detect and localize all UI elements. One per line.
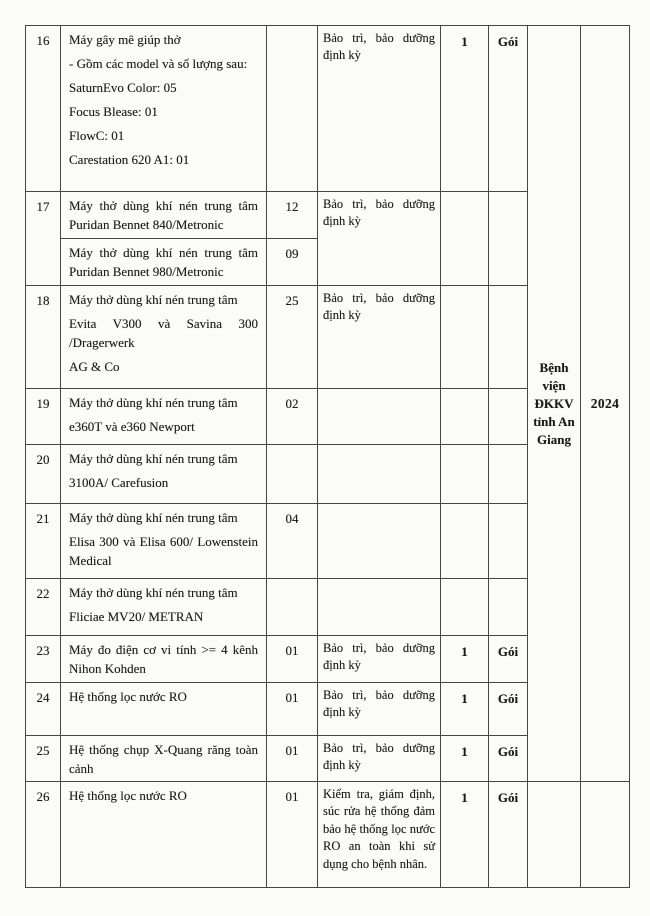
equipment-line: Carestation 620 A1: 01 <box>69 152 190 167</box>
cell-stt: 23 <box>26 636 61 683</box>
cell-service: Bảo trì, bảo dưỡng định kỳ <box>318 683 441 736</box>
cell-quantity: 12 <box>267 192 318 239</box>
cell-package-count <box>441 192 489 286</box>
cell-unit <box>489 504 528 579</box>
cell-stt: 18 <box>26 286 61 389</box>
cell-equipment-name <box>61 192 267 239</box>
cell-equipment-name <box>61 445 267 504</box>
cell-stt: 19 <box>26 389 61 445</box>
cell-service: Bảo trì, bảo dưỡng định kỳ <box>318 192 441 286</box>
cell-quantity: 04 <box>267 504 318 579</box>
cell-equipment-name <box>61 286 267 389</box>
equipment-line: Elisa 300 và Elisa 600/ Lowenstein Medical <box>69 534 258 568</box>
cell-quantity: 01 <box>267 636 318 683</box>
cell-unit: Gói <box>489 683 528 736</box>
cell-package-count <box>441 445 489 504</box>
equipment-line: Evita V300 và Savina 300 /Dragerwerk <box>69 316 258 350</box>
equipment-line: Máy thở dùng khí nén trung tâm <box>69 585 238 600</box>
cell-equipment-name <box>61 782 267 888</box>
equipment-line: - Gồm các model và số lượng sau: <box>69 56 248 71</box>
cell-service: Bảo trì, bảo dưỡng định kỳ <box>318 26 441 192</box>
cell-service <box>318 445 441 504</box>
cell-quantity: 01 <box>267 782 318 888</box>
cell-facility <box>528 782 581 888</box>
cell-service: Bảo trì, bảo dưỡng định kỳ <box>318 286 441 389</box>
cell-equipment-name <box>61 239 267 286</box>
cell-unit: Gói <box>489 636 528 683</box>
cell-quantity: 25 <box>267 286 318 389</box>
cell-package-count <box>441 579 489 636</box>
cell-stt: 17 <box>26 192 61 286</box>
cell-unit <box>489 389 528 445</box>
cell-unit <box>489 286 528 389</box>
equipment-line: Máy thở dùng khí nén trung tâm Puridan Bennet 980/Metronic <box>69 245 258 279</box>
cell-equipment-name <box>61 504 267 579</box>
equipment-line: AG & Co <box>69 359 120 374</box>
cell-equipment-name <box>61 389 267 445</box>
equipment-line: 3100A/ Carefusion <box>69 475 169 490</box>
cell-equipment-name <box>61 26 267 192</box>
cell-package-count: 1 <box>441 736 489 782</box>
equipment-line: Máy thở dùng khí nén trung tâm <box>69 292 238 307</box>
cell-facility: Bệnh viện ĐKKV tỉnh An Giang <box>528 26 581 782</box>
equipment-maintenance-table <box>25 25 630 888</box>
cell-year <box>581 782 630 888</box>
cell-package-count: 1 <box>441 683 489 736</box>
cell-unit: Gói <box>489 736 528 782</box>
cell-service <box>318 504 441 579</box>
cell-stt: 20 <box>26 445 61 504</box>
cell-package-count <box>441 504 489 579</box>
cell-unit: Gói <box>489 26 528 192</box>
cell-stt: 24 <box>26 683 61 736</box>
equipment-line: FlowC: 01 <box>69 128 125 143</box>
cell-quantity <box>267 579 318 636</box>
cell-quantity <box>267 26 318 192</box>
cell-equipment-name <box>61 736 267 782</box>
cell-year: 2024 <box>581 26 630 782</box>
equipment-line: Máy thở dùng khí nén trung tâm <box>69 395 238 410</box>
equipment-line: Hệ thống lọc nước RO <box>69 788 187 803</box>
cell-quantity <box>267 445 318 504</box>
equipment-line: Focus Blease: 01 <box>69 104 158 119</box>
cell-unit <box>489 192 528 286</box>
cell-service: Bảo trì, bảo dưỡng định kỳ <box>318 736 441 782</box>
cell-service <box>318 579 441 636</box>
cell-unit: Gói <box>489 782 528 888</box>
equipment-line: e360T và e360 Newport <box>69 419 195 434</box>
equipment-line: Hệ thống chụp X-Quang răng toàn cảnh <box>69 742 258 776</box>
cell-stt: 21 <box>26 504 61 579</box>
cell-unit <box>489 445 528 504</box>
cell-quantity: 02 <box>267 389 318 445</box>
table-row <box>26 782 630 888</box>
cell-service: Bảo trì, bảo dưỡng định kỳ <box>318 636 441 683</box>
equipment-line: Fliciae MV20/ METRAN <box>69 609 204 624</box>
cell-stt: 22 <box>26 579 61 636</box>
equipment-line: Máy thở dùng khí nén trung tâm Puridan Bennet 840/Metronic <box>69 198 258 232</box>
cell-unit <box>489 579 528 636</box>
equipment-line: Máy gây mê giúp thở <box>69 32 181 47</box>
cell-stt: 26 <box>26 782 61 888</box>
equipment-line: Máy thở dùng khí nén trung tâm <box>69 451 238 466</box>
cell-package-count <box>441 286 489 389</box>
equipment-line: SaturnEvo Color: 05 <box>69 80 177 95</box>
cell-stt: 25 <box>26 736 61 782</box>
cell-service <box>318 389 441 445</box>
cell-package-count: 1 <box>441 636 489 683</box>
equipment-line: Máy thở dùng khí nén trung tâm <box>69 510 238 525</box>
cell-quantity: 09 <box>267 239 318 286</box>
cell-stt: 16 <box>26 26 61 192</box>
cell-package-count: 1 <box>441 26 489 192</box>
equipment-line: Hệ thống lọc nước RO <box>69 689 187 704</box>
cell-package-count: 1 <box>441 782 489 888</box>
cell-quantity: 01 <box>267 683 318 736</box>
cell-package-count <box>441 389 489 445</box>
cell-equipment-name <box>61 683 267 736</box>
equipment-line: Máy đo điện cơ vi tính >= 4 kênh Nihon Kohden <box>69 642 258 676</box>
table-row <box>26 26 630 192</box>
cell-equipment-name <box>61 636 267 683</box>
cell-quantity: 01 <box>267 736 318 782</box>
cell-service: Kiểm tra, giám định, súc rửa hệ thống đảm bảo hệ thống lọc nước RO an toàn khi sử dụng cho bệnh nhân. <box>318 782 441 888</box>
cell-equipment-name <box>61 579 267 636</box>
